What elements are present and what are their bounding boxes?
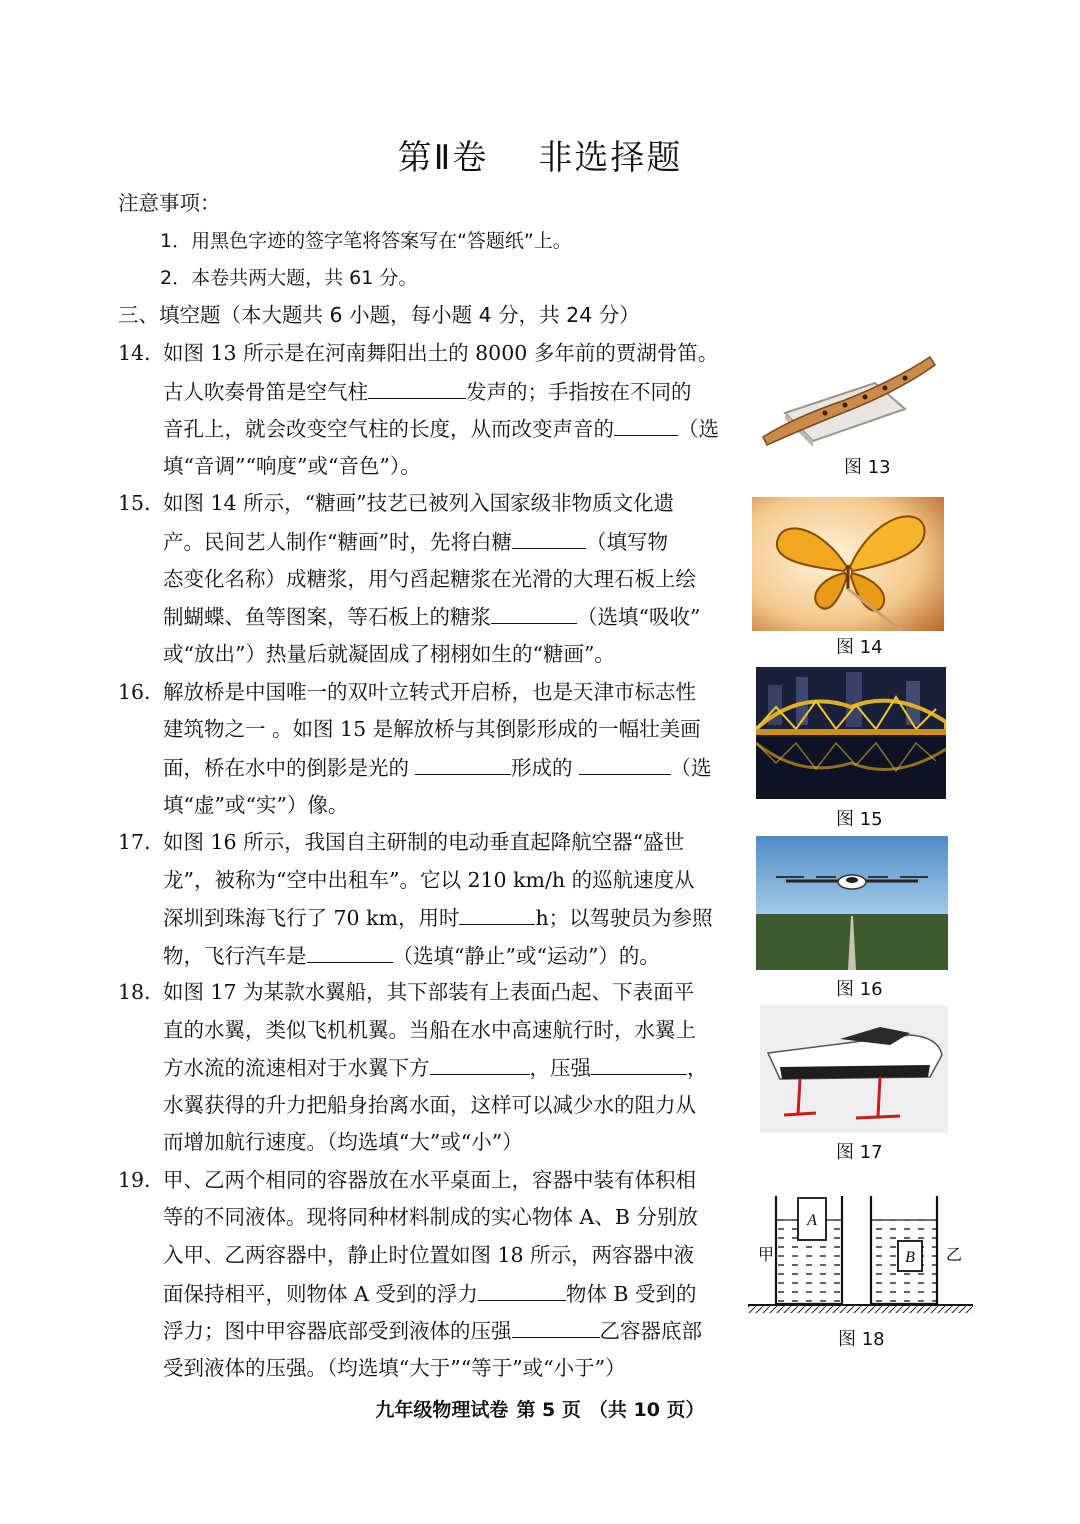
figure-16-evtol-aircraft bbox=[756, 836, 948, 970]
q17-text: （选填“静止”或“运动”）的。 bbox=[392, 944, 660, 968]
footer-subject: 九年级物理试卷 bbox=[375, 1399, 509, 1421]
q18-line-3 bbox=[163, 1052, 708, 1083]
q15-line-5: 或“放出”）热量后就凝固成了栩栩如生的“糖画”。 bbox=[163, 642, 615, 666]
figure-18-caption: 图 18 bbox=[838, 1329, 885, 1350]
label-jia: 甲 bbox=[758, 1245, 775, 1264]
q16-line-4: 填“虚”或“实”）像。 bbox=[163, 793, 349, 817]
q14-text: 古人吹奏骨笛是空气柱 bbox=[163, 380, 368, 404]
answer-blank[interactable] bbox=[512, 526, 586, 549]
q19-text: 乙容器底部 bbox=[599, 1319, 702, 1343]
answer-blank[interactable] bbox=[579, 752, 671, 775]
note-item-1: 1．用黑色字迹的签字笔将答案写在“答题纸”上。 bbox=[160, 230, 572, 252]
q15-line-2 bbox=[163, 526, 668, 557]
question-number-19: 19． bbox=[118, 1168, 165, 1192]
figure-17-hydrofoil-boat bbox=[760, 1005, 948, 1133]
q19-line-6: 受到液体的压强。（均选填“大于”“等于”或“小于”） bbox=[163, 1356, 626, 1380]
q15-line-4 bbox=[163, 601, 700, 632]
page-title bbox=[0, 130, 1080, 179]
answer-blank[interactable] bbox=[368, 376, 466, 399]
answer-blank[interactable] bbox=[614, 413, 678, 436]
figure-17-caption: 图 17 bbox=[836, 1142, 883, 1163]
q16-line-2: 建筑物之一 。如图 15 是解放桥与其倒影形成的一幅壮美画 bbox=[163, 717, 701, 741]
section-heading: 三、填空题（本大题共 6 小题，每小题 4 分，共 24 分） bbox=[118, 303, 640, 327]
q18-line-1: 如图 17 为某款水翼船，其下部装有上表面凸起、下表面平 bbox=[163, 980, 695, 1004]
q18-text: 方水流的流速相对于水翼下方 bbox=[163, 1056, 430, 1080]
q15-text: （选填“吸收” bbox=[577, 605, 701, 629]
boat-hull-stripe bbox=[780, 1065, 930, 1079]
figure-14-sugar-butterfly bbox=[752, 497, 944, 631]
q19-text: 面保持相平，则物体 A 受到的浮力 bbox=[163, 1282, 478, 1306]
q18-line-2: 直的水翼，类似飞机机翼。当船在水中高速航行时，水翼上 bbox=[163, 1018, 696, 1042]
flute-hole bbox=[903, 376, 908, 381]
q16-text: 面，桥在水中的倒影是光的 bbox=[163, 756, 409, 780]
q16-text: 形成的 bbox=[511, 756, 573, 780]
figure-16-caption: 图 16 bbox=[836, 979, 883, 1000]
q14-text: 发声的；手指按在不同的 bbox=[466, 380, 692, 404]
fig15-water bbox=[756, 737, 946, 799]
table-hatch bbox=[748, 1306, 973, 1313]
flute-body bbox=[763, 357, 935, 445]
q15-line-1: 如图 14 所示，“糖画”技艺已被列入国家级非物质文化遗 bbox=[163, 491, 675, 515]
q17-text: h；以驾驶员为参照 bbox=[535, 906, 713, 930]
q14-line-3 bbox=[163, 413, 719, 444]
q17-line-3 bbox=[163, 902, 713, 933]
object-b-label: B bbox=[905, 1249, 915, 1266]
figure-15-caption: 图 15 bbox=[836, 809, 883, 830]
hydrofoil-wing bbox=[856, 1116, 900, 1118]
q16-line-3 bbox=[163, 752, 712, 783]
notes-header: 注意事项： bbox=[118, 191, 221, 215]
title-name: 非选择题 bbox=[538, 138, 683, 178]
note-item-2: 2．本卷共两大题，共 61 分。 bbox=[160, 267, 418, 289]
question-number-16: 16． bbox=[118, 680, 165, 704]
q18-text: ，压强 bbox=[529, 1056, 591, 1080]
answer-blank[interactable] bbox=[478, 1278, 566, 1301]
figure-13-bone-flute bbox=[755, 345, 940, 450]
q14-line-4: 填“音调”“响度”或“音色”）。 bbox=[163, 454, 421, 478]
q17-text: 物，飞行汽车是 bbox=[163, 944, 307, 968]
q19-line-1: 甲、乙两个相同的容器放在水平桌面上，容器中装有体积相 bbox=[163, 1168, 696, 1192]
q19-line-3: 入甲、乙两容器中，静止时位置如图 18 所示，两容器中液 bbox=[163, 1243, 695, 1267]
flute-hole bbox=[863, 395, 868, 400]
hydrofoil-wing bbox=[784, 1113, 816, 1115]
answer-blank[interactable] bbox=[512, 1315, 600, 1338]
flute-hole bbox=[883, 386, 888, 391]
q19-text: 物体 B 受到的 bbox=[565, 1282, 697, 1306]
page-footer bbox=[0, 1395, 1080, 1422]
q14-line-1: 如图 13 所示是在河南舞阳出土的 8000 多年前的贾湖骨笛。 bbox=[163, 341, 719, 365]
flute-hole bbox=[823, 411, 828, 416]
aircraft-window bbox=[846, 877, 858, 883]
label-yi: 乙 bbox=[946, 1245, 963, 1264]
answer-blank[interactable] bbox=[307, 940, 393, 963]
answer-blank[interactable] bbox=[591, 1052, 687, 1075]
answer-blank[interactable] bbox=[459, 902, 535, 925]
q18-line-5: 而增加航行速度。（均选填“大”或“小”） bbox=[163, 1130, 523, 1154]
hydrofoil-strut bbox=[798, 1079, 800, 1115]
bridge-deck bbox=[756, 729, 946, 735]
q19-line-5 bbox=[163, 1315, 702, 1346]
q15-line-3: 态变化名称）成糖浆，用勺舀起糖浆在光滑的大理石板上绘 bbox=[163, 567, 696, 591]
q16-line-1: 解放桥是中国唯一的双叶立转式开启桥，也是天津市标志性 bbox=[163, 680, 696, 704]
title-part: 第Ⅱ卷 bbox=[397, 138, 489, 178]
q18-text: ， bbox=[687, 1056, 708, 1080]
q17-text: 深圳到珠海飞行了 70 km，用时 bbox=[163, 906, 460, 930]
footer-page: 第 5 页 bbox=[516, 1399, 581, 1421]
object-a-label: A bbox=[807, 1212, 817, 1229]
q17-line-1: 如图 16 所示，我国自主研制的电动垂直起降航空器“盛世 bbox=[163, 830, 685, 854]
answer-blank[interactable] bbox=[491, 601, 577, 624]
q19-text: 浮力；图中甲容器底部受到液体的压强 bbox=[163, 1319, 512, 1343]
question-number-18: 18． bbox=[118, 980, 165, 1004]
figure-18-containers bbox=[748, 1188, 973, 1316]
flute-hole bbox=[843, 403, 848, 408]
q19-line-4 bbox=[163, 1278, 696, 1309]
building bbox=[846, 672, 862, 727]
q16-text: （选 bbox=[670, 756, 712, 780]
hydrofoil-strut bbox=[878, 1077, 880, 1117]
figure-15-bridge bbox=[756, 667, 946, 799]
question-number-17: 17． bbox=[118, 830, 165, 854]
q19-line-2: 等的不同液体。现将同种材料制成的实心物体 A、B 分别放 bbox=[163, 1205, 698, 1229]
q18-line-4: 水翼获得的升力把船身抬离水面，这样可以减少水的阻力从 bbox=[163, 1093, 696, 1117]
q15-text: 产。民间艺人制作“糖画”时，先将白糖 bbox=[163, 530, 512, 554]
q14-line-2 bbox=[163, 376, 692, 407]
figure-13-caption: 图 13 bbox=[844, 457, 891, 478]
q14-text: 音孔上，就会改变空气柱的长度，从而改变声音的 bbox=[163, 417, 614, 441]
q14-text: （选 bbox=[678, 417, 719, 441]
question-number-14: 14． bbox=[118, 341, 165, 365]
q17-line-4 bbox=[163, 940, 660, 971]
question-number-15: 15． bbox=[118, 491, 165, 515]
figure-14-caption: 图 14 bbox=[836, 637, 883, 658]
q15-text: 制蝴蝶、鱼等图案，等石板上的糖浆 bbox=[163, 605, 491, 629]
footer-total: （共 10 页） bbox=[588, 1399, 705, 1421]
q17-line-2: 龙”，被称为“空中出租车”。它以 210 km/h 的巡航速度从 bbox=[163, 868, 695, 892]
answer-blank[interactable] bbox=[430, 1052, 530, 1075]
q15-text: （填写物 bbox=[585, 530, 668, 554]
answer-blank[interactable] bbox=[415, 752, 511, 775]
